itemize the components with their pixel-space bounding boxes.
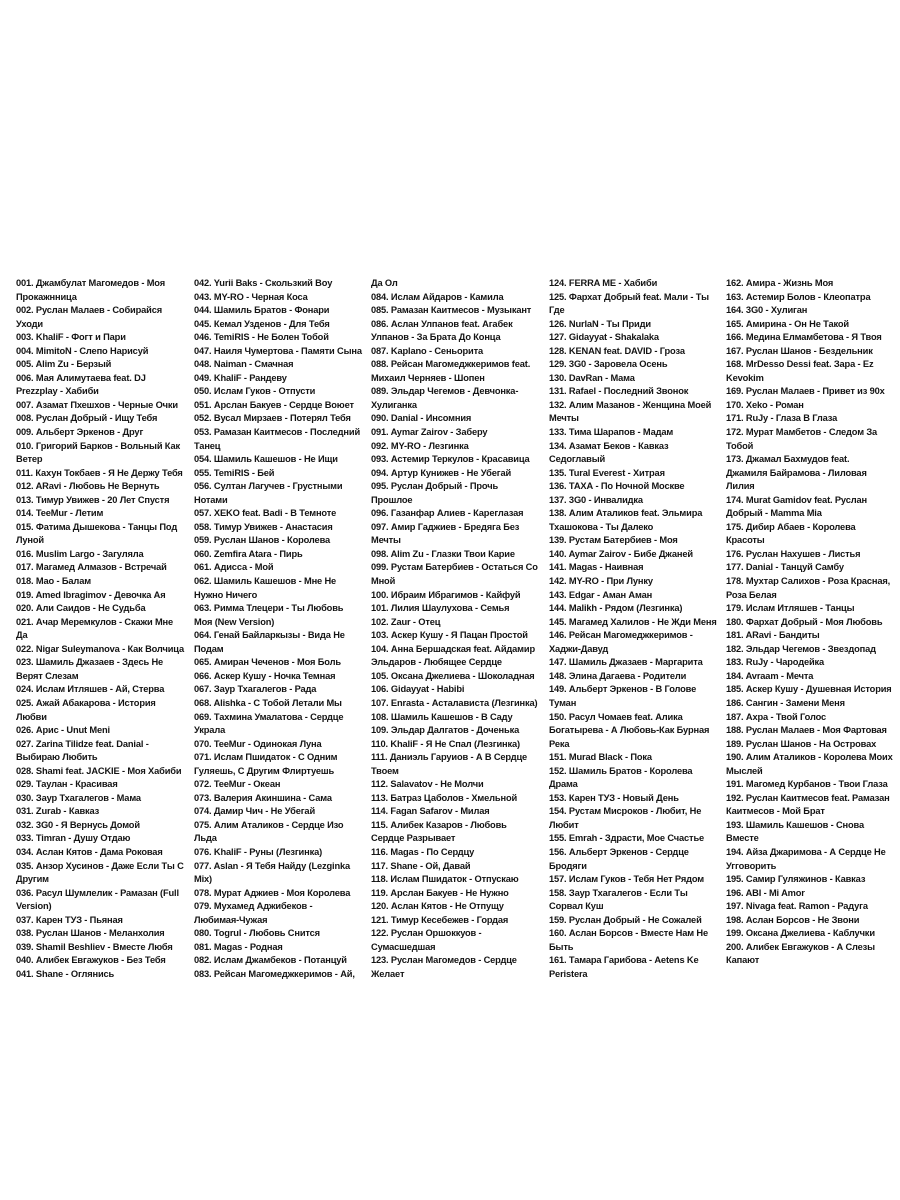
track-line: 011. Кахун Токбаев - Я Не Держу Тебя [16,467,183,478]
track-line: 003. KhaliF - Фогт и Пари [16,332,126,343]
tracklist-column-3 [371,277,547,981]
track-line: 002. Руслан Малаев - Собирайся [16,305,163,316]
track-line: 021. Ачар Меремкулов - Скажи Мне [16,616,174,627]
track-line: 142. MY-RO - При Лунку [549,576,653,587]
track-line: 163. Астемир Болов - Клеопатра [726,291,871,302]
track-line: 024. Ислам Итляшев - Ай, Стерва [16,684,165,695]
track-line: 037. Карен ТУЗ - Пьяная [16,914,123,925]
track-line: 105. Оксана Джелиева - Шоколадная [371,670,535,681]
track-line: 162. Амира - Жизнь Моя [726,278,834,288]
track-line: Нужно Ничего [194,589,258,600]
track-line: Туман [549,697,577,708]
track-line: Быть [549,941,574,952]
track-line: 110. KhaliF - Я Не Спал (Лезгинка) [371,738,520,749]
track-line: 191. Магомед Курбанов - Твои Глаза [726,779,888,790]
track-line: 031. Zurab - Кавказ [16,806,100,817]
track-line: 107. Enrasta - Асталависта (Лезгинка) [371,697,538,708]
track-line: 012. ARavi - Любовь Не Вернуть [16,481,160,492]
track-line: 124. FERRA ME - Хабиби [549,278,658,288]
track-line: 170. Xeko - Роман [726,399,804,410]
track-line: 122. Руслан Оршоккуов - [371,928,482,939]
tracklist-column-2 [194,277,370,981]
track-line: 137. 3G0 - Инвалидка [549,494,643,505]
track-line: 085. Рамазан Каитмесов - Музыкант [371,305,532,316]
track-line: 020. Али Саидов - Не Судьба [16,603,146,614]
track-line: 097. Амир Гаджиев - Бредяга Без [371,521,520,532]
track-line: 181. ARavi - Бандиты [726,630,820,641]
track-line: Добрый - Mamma Mia [726,508,822,519]
track-line: Гуляешь, С Другим Флиртуешь [194,765,335,776]
track-line: 179. Ислам Итляшев - Танцы [726,603,855,614]
track-line: 078. Мурат Аджиев - Моя Королева [194,887,351,898]
track-line: 088. Рейсан Магомеджкеримов feat. [371,359,531,370]
track-line: 103. Аскер Кушу - Я Пацан Простой [371,630,528,641]
track-line: 001. Джамбулат Магомедов - Моя [16,278,165,288]
track-line: 147. Шамиль Джазаев - Маргарита [549,657,703,668]
track-line: Mix) [194,874,212,885]
track-line: 135. Tural Everest - Хитрая [549,467,665,478]
track-line: 134. Азамат Беков - Кавказ [549,440,669,451]
track-line: Джамиля Байрамова - Лиловая [726,467,867,478]
track-line: 175. Дибир Абаев - Королева [726,521,856,532]
track-line: 010. Григорий Барков - Вольный Как [16,440,180,451]
track-line: 188. Руслан Малаев - Моя Фартовая [726,725,887,736]
track-line: Угговорить [726,860,777,871]
track-line: Тобой [726,440,754,451]
track-line: 083. Рейсан Магомеджкеримов - Ай, [194,968,355,979]
track-line: 145. Магамед Халилов - Не Жди Меня [549,616,717,627]
track-line: 115. Алибек Казаров - Любовь [371,819,507,830]
track-line: 073. Валерия Акиншина - Сама [194,792,332,803]
track-line: Мечты [549,413,579,424]
track-line: Седоглавый [549,454,606,465]
track-line: 157. Ислам Гуков - Тебя Нет Рядом [549,874,705,885]
track-line: 004. MimitoN - Слепо Нарисуй [16,345,149,356]
track-line: Сердце Разрывает [371,833,456,844]
track-line: 146. Рейсан Магомеджкеримов - [549,630,693,641]
track-line: 033. Timran - Душу Отдаю [16,833,131,844]
track-line: Да [16,630,28,641]
track-line: 195. Самир Гуляжинов - Кавказ [726,874,866,885]
track-line: 144. Malikh - Рядом (Лезгинка) [549,603,683,614]
track-line: 128. KENAN feat. DAVID - Гроза [549,345,685,356]
track-line: 029. Таулан - Красивая [16,779,118,790]
track-line: 086. Аслан Улпанов feat. Агабек [371,318,513,329]
track-line: 015. Фатима Дышекова - Танцы Под [16,521,178,532]
track-line: 165. Амирина - Он Не Такой [726,318,849,329]
track-line: 186. Сангин - Замени Меня [726,697,845,708]
track-line: 042. Yurii Baks - Скользкий Boy [194,278,333,288]
track-line: 026. Арис - Unut Meni [16,725,110,736]
tracklist-column-5 [726,277,898,968]
track-line: 154. Рустам Мисроков - Любит, Не [549,806,702,817]
track-line: 056. Султан Лагучев - Грустными [194,481,343,492]
track-line: 035. Анзор Хусинов - Даже Если Ты С [16,860,184,871]
track-line: 104. Анна Бершадская feat. Айдамир [371,643,535,654]
track-line: 178. Мухтар Салихов - Роза Красная, [726,576,891,587]
track-line: 199. Оксана Джелиева - Каблучки [726,928,875,939]
track-line: 129. 3G0 - Заровела Осень [549,359,668,370]
track-line: 018. Mao - Балам [16,576,91,587]
track-line: Ветер [16,454,43,465]
track-line: Михаил Черняев - Шопен [371,372,485,383]
track-line: Улпанов - За Брата До Конца [371,332,501,343]
track-line: 094. Артур Кунижев - Не Убегай [371,467,512,478]
track-line: Твоем [371,765,399,776]
track-line: 131. Rafael - Последний Звонок [549,386,689,397]
track-line: 039. Shamil Beshliev - Вместе Любя [16,941,173,952]
track-line: 067. Заур Тхагалегов - Рада [194,684,317,695]
track-line: 193. Шамиль Кашешов - Снова [726,819,864,830]
track-line: 040. Алибек Евгажуков - Без Тебя [16,955,166,966]
track-line: 197. Nivaga feat. Ramon - Радуга [726,901,868,912]
track-line: 036. Расул Шумлелик - Рамазан (Full [16,887,179,898]
track-line: 074. Дамир Чич - Не Убегай [194,806,316,817]
track-line: 007. Азамат Пхешхов - Черные Очки [16,399,178,410]
track-line: Вместе [726,833,759,844]
track-line: 051. Арслан Бакуев - Сердце Воюет [194,399,354,410]
track-line: 030. Заур Тхагалегов - Мама [16,792,141,803]
track-line: Желает [371,968,405,979]
track-line: Роза Белая [726,589,777,600]
track-line: 098. Alim Zu - Глазки Твои Карие [371,548,515,559]
track-line: 156. Альберт Эркенов - Сердце [549,846,689,857]
track-line: 160. Аслан Борсов - Вместе Нам Не [549,928,708,939]
track-line: Лилия [726,481,755,492]
track-line: Богатырева - А Любовь-Как Бурная [549,725,710,736]
track-line: 125. Фархат Добрый feat. Мали - Ты [549,291,709,302]
track-line: 038. Руслан Шанов - Меланхолия [16,928,165,939]
track-line: 150. Расул Чомаев feat. Алика [549,711,683,722]
track-line: Выбираю Любить [16,752,98,763]
track-line: 005. Alim Zu - Берзый [16,359,112,370]
track-line: 077. Aslan - Я Тебя Найду (Lezginka [194,860,351,871]
track-line: 167. Руслан Шанов - Бездельник [726,345,873,356]
track-line: 196. ABI - Mi Amor [726,887,805,898]
track-line: 136. ТАХА - По Ночной Москве [549,481,685,492]
track-line: 017. Магамед Алмазов - Встречай [16,562,167,573]
track-line: 132. Алим Мазанов - Женщина Моей [549,399,712,410]
track-line: 055. TemiRIS - Бей [194,467,275,478]
track-line: 127. Gidayyat - Shakalaka [549,332,659,343]
track-line: Мечты [371,535,401,546]
track-line: 047. Наиля Чумертова - Памяти Сына [194,345,362,356]
track-line: Каитмесов - Мой Брат [726,806,825,817]
track-line: 087. Kaplano - Сеньорита [371,345,484,356]
track-line: 075. Алим Аталиков - Сердце Изо [194,819,344,830]
track-line: 014. TeeMur - Летим [16,508,104,519]
track-line: 130. DavRan - Мама [549,372,635,383]
track-line: Любит [549,819,579,830]
tracklist-column-1 [16,277,192,981]
track-line: 069. Тахмина Умалатова - Сердце [194,711,344,722]
track-line: 151. Murad Black - Пока [549,752,652,763]
track-line: 071. Ислам Пшидаток - С Одним [194,752,338,763]
track-line: 043. MY-RO - Черная Коса [194,291,308,302]
track-line: 159. Руслан Добрый - Не Сожалей [549,914,702,925]
track-line: Капают [726,955,760,966]
track-line: 118. Ислам Пшидаток - Отпускаю [371,874,519,885]
track-line: Подам [194,643,224,654]
track-line: 117. Shane - Ой, Давай [371,860,471,871]
track-line: 152. Шамиль Братов - Королева [549,765,693,776]
tracklist-column-4 [549,277,725,981]
track-line: Тхашокова - Ты Далеко [549,521,654,532]
track-line: 062. Шамиль Кашешов - Мне Не [194,576,337,587]
track-line: Украла [194,725,226,736]
track-line: Бродяги [549,860,587,871]
track-line: 044. Шамиль Братов - Фонари [194,305,330,316]
track-line: Прошлое [371,494,413,505]
track-line: 022. Nigar Suleymanova - Как Волчица [16,643,184,654]
track-line: 174. Murat Gamidov feat. Руслан [726,494,867,505]
track-line: 048. Naiman - Смачная [194,359,294,370]
track-line: Эльдаров - Любящее Сердце [371,657,502,668]
track-line: 111. Даниэль Гаруиов - А В Сердце [371,752,528,763]
track-line: Река [549,738,570,749]
track-line: Любимая-Чужая [194,914,268,925]
track-line: Любви [16,711,47,722]
track-line: 180. Фархат Добрый - Моя Любовь [726,616,883,627]
track-line: 066. Аскер Кушу - Ночка Темная [194,670,336,681]
track-line: 063. Римма Тлецери - Ты Любовь [194,603,344,614]
track-line: 027. Zarina Tilidze feat. Danial - [16,738,149,749]
track-line: 046. TemiRIS - Не Болен Тобой [194,332,329,343]
track-line: 093. Астемир Теркулов - Красавица [371,454,530,465]
track-line: 184. Avraam - Мечта [726,670,814,681]
track-line: 153. Карен ТУЗ - Новый День [549,792,679,803]
track-line: 060. Zemfira Atara - Пирь [194,548,303,559]
track-line: 032. 3G0 - Я Вернусь Домой [16,819,140,830]
track-line: 070. TeeMur - Одинокая Луна [194,738,322,749]
track-line: 133. Тима Шарапов - Мадам [549,427,674,438]
track-line: 177. Danial - Танцуй Самбу [726,562,844,573]
track-line: 025. Ажай Абакарова - История [16,697,156,708]
track-line: 008. Руслан Добрый - Ищу Тебя [16,413,158,424]
track-line: Мной [371,576,396,587]
track-line: 091. Aymar Zairov - Заберу [371,427,488,438]
track-line: Kevokim [726,372,764,383]
track-line: 080. Togrul - Любовь Снится [194,928,320,939]
track-line: Сорвал Куш [549,901,604,912]
track-line: 185. Аскер Кушу - Душевная История [726,684,892,695]
track-line: Уходи [16,318,43,329]
track-line: Танец [194,440,221,451]
track-line: Другим [16,874,49,885]
track-line: Драма [549,779,578,790]
track-line: 054. Шамиль Кашешов - Не Ищи [194,454,338,465]
track-line: 121. Тимур Кесебежев - Гордая [371,914,509,925]
track-line: 064. Генай Байларкызы - Вида Не [194,630,345,641]
track-line: 006. Мая Алимутаева feat. DJ [16,372,146,383]
track-line: 190. Алим Аталиков - Королева Моих [726,752,893,763]
track-line: 148. Элина Дагаева - Родители [549,670,687,681]
track-line: 166. Медина Елмамбетова - Я Твоя [726,332,882,343]
track-line: Прокажнница [16,291,77,302]
track-line: 053. Рамазан Каитмесов - Последний [194,427,361,438]
track-line: 082. Ислам Джамбеков - Потанцуй [194,955,347,966]
track-line: 164. 3G0 - Хулиган [726,305,808,316]
track-line: 171. RuJy - Глаза В Глаза [726,413,838,424]
track-line: 114. Fagan Safarov - Милая [371,806,490,817]
track-line: Луной [16,535,44,546]
track-line: 116. Magas - По Сердцу [371,846,475,857]
track-line: 041. Shane - Оглянись [16,968,115,979]
track-line: 172. Мурат Мамбетов - Следом За [726,427,878,438]
track-line: 200. Алибек Евгажуков - А Слезы [726,941,875,952]
track-line: 072. TeeMur - Океан [194,779,281,790]
track-line: 095. Руслан Добрый - Прочь [371,481,499,492]
track-line: 099. Рустам Батербиев - Остаться Со [371,562,538,573]
track-line: 109. Эльдар Далгатов - Доченька [371,725,520,736]
track-line: 161. Тамара Гарибова - Aetens Ke [549,955,699,966]
track-line: 138. Алим Аталиков feat. Эльмира [549,508,703,519]
track-line: 081. Magas - Родная [194,941,283,952]
track-line: Да Ол [371,278,398,288]
track-line: 023. Шамиль Джазаев - Здесь Не [16,657,164,668]
tracklist-sheet [16,277,896,979]
track-line: 057. XEKO feat. Badi - В Темноте [194,508,337,519]
track-line: 092. MY-RO - Лезгинка [371,440,469,451]
track-line: Peristera [549,968,588,979]
track-line: Верят Слезам [16,670,79,681]
track-line: 112. Salavatov - Не Молчи [371,779,484,790]
track-line: 096. Газанфар Алиев - Кареглазая [371,508,524,519]
track-line: 049. KhaliF - Рандеву [194,372,287,383]
track-line: 158. Заур Тхагалегов - Если Ты [549,887,688,898]
track-line: 079. Мухамед Аджибеков - [194,901,313,912]
track-line: Version) [16,901,52,912]
track-line: 187. Ахра - Твой Голос [726,711,827,722]
track-line: 198. Аслан Борсов - Не Звони [726,914,860,925]
track-line: 194. Айза Джаримова - А Сердце Не [726,846,886,857]
track-line: 106. Gidayyat - Habibi [371,684,465,695]
track-line: 019. Amed Ibragimov - Девочка Ая [16,589,166,600]
track-line: 059. Руслан Шанов - Королева [194,535,331,546]
track-line: 084. Ислам Айдаров - Камила [371,291,504,302]
track-line: 168. MrDesso Dessi feat. Зара - Ez [726,359,874,370]
track-line: 045. Кемал Узденов - Для Тебя [194,318,330,329]
track-line: 108. Шамиль Кашешов - В Саду [371,711,513,722]
track-line: 101. Лилия Шаулухова - Семья [371,603,510,614]
track-line: Prezzplay - Хабиби [16,386,99,397]
track-line: 183. RuJy - Чародейка [726,657,825,668]
track-line: 100. Ибраим Ибрагимов - Кайфуй [371,589,521,600]
track-line: 169. Руслан Малаев - Привет из 90х [726,386,885,397]
track-line: 120. Аслан Кятов - Не Отпущу [371,901,504,912]
track-line: Мыслей [726,765,763,776]
track-line: Хаджи-Давуд [549,643,609,654]
track-line: Хулиганка [371,399,417,410]
track-line: 076. KhaliF - Руны (Лезгинка) [194,846,323,857]
track-line: 034. Аслан Кятов - Дама Роковая [16,846,163,857]
track-line: Льда [194,833,217,844]
track-line: 192. Руслан Каитмесов feat. Рамазан [726,792,890,803]
track-line: 123. Руслан Магомедов - Сердце [371,955,517,966]
track-line: Нотами [194,494,228,505]
track-line: 068. Alishka - С Тобой Летали Мы [194,697,342,708]
track-line: 102. Zaur - Отец [371,616,441,627]
track-line: Где [549,305,565,316]
track-line: 119. Арслан Бакуев - Не Нужно [371,887,509,898]
track-line: 139. Рустам Батербиев - Моя [549,535,678,546]
track-line: 052. Вусал Мирзаев - Потерял Тебя [194,413,351,424]
track-line: 113. Батраз Цаболов - Хмельной [371,792,518,803]
track-line: 061. Адисса - Мой [194,562,274,573]
track-line: 013. Тимур Увижев - 20 Лет Спустя [16,494,170,505]
track-line: 009. Альберт Эркенов - Друг [16,427,144,438]
track-line: 176. Руслан Нахушев - Листья [726,548,861,559]
track-line: 149. Альберт Эркенов - В Голове [549,684,697,695]
track-line: 140. Aymar Zairov - Бибе Джаней [549,548,693,559]
track-line: 182. Эльдар Чегемов - Звездопад [726,643,876,654]
track-line: 090. Danial - Инсомния [371,413,472,424]
track-line: 065. Амиран Чеченов - Моя Боль [194,657,341,668]
track-line: 089. Эльдар Чегемов - Девчонка- [371,386,519,397]
track-line: 143. Edgar - Аман Аман [549,589,653,600]
track-line: 141. Magas - Наивная [549,562,644,573]
track-line: 058. Тимур Увижев - Анастасия [194,521,333,532]
track-line: Красоты [726,535,765,546]
track-line: 126. NurlaN - Ты Приди [549,318,651,329]
track-line: Сумасшедшая [371,941,436,952]
track-line: 028. Shami feat. JACKIE - Моя Хабиби [16,765,182,776]
track-line: 189. Руслан Шанов - На Островах [726,738,877,749]
track-line: Моя (New Version) [194,616,275,627]
track-line: 173. Джамал Бахмудов feat. [726,454,850,465]
track-line: 155. Emrah - Здрасти, Мое Счастье [549,833,705,844]
track-line: 050. Ислам Гуков - Отпусти [194,386,316,397]
track-line: 016. Muslim Largo - Загуляла [16,548,144,559]
